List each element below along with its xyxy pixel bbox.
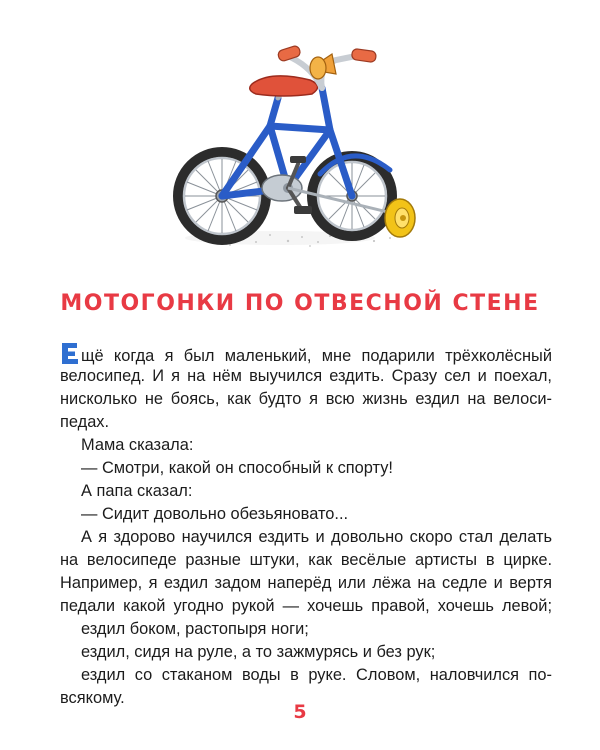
text-line: всякому. <box>60 689 125 707</box>
text-line: — Смотри, какой он способный к спорту! <box>81 459 393 477</box>
text-line: Например, я ездил задом наперёд или лёжа на седле и вертя <box>60 574 552 592</box>
drop-cap-glyph <box>60 342 79 365</box>
chapter-text <box>60 342 552 710</box>
page-number: 5 <box>293 701 307 723</box>
text-line: — Сидит довольно обезьяновато... <box>81 505 349 523</box>
training-wheel <box>385 199 415 237</box>
text-line: А папа сказал: <box>81 482 193 500</box>
text-line: А я здорово научился ездить и довольно скоро стал делать <box>81 528 552 546</box>
drop-cap <box>60 342 79 365</box>
text-line: ездил боком, растопыря ноги; <box>81 620 309 638</box>
text-line: ездил, сидя на руле, а то зажмурясь и без рук; <box>81 643 436 661</box>
text-line: ездил со стаканом воды в руке. Словом, наловчился по- <box>81 666 552 684</box>
text-line: Мама сказала: <box>81 436 194 454</box>
text-line: на велосипеде разные штуки, как весёлые артисты в цирке. <box>60 551 552 569</box>
text-line: педали какой угодно рукой — хочешь правой, хочешь левой; <box>60 597 552 615</box>
text-line: щё когда я был маленький, мне подарили трёхколёсный <box>60 342 552 365</box>
text-line: нисколько не боясь, как будто я всю жизнь ездил на велоси- <box>60 390 552 408</box>
text-line: педах. <box>60 413 110 431</box>
chapter-title: МОТОГОНКИ ПО ОТВЕСНОЙ СТЕНЕ <box>60 291 540 316</box>
text-line: велосипед. И я на нём выучился ездить. Сразу сел и поехал, <box>60 367 552 385</box>
bicycle-illustration <box>160 28 450 260</box>
